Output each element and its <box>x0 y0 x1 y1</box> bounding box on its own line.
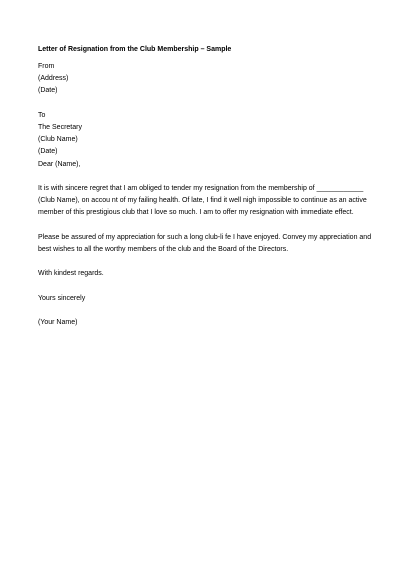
salutation: Dear (Name), <box>38 160 81 168</box>
letter-body <box>38 44 372 329</box>
sender-line-address: (Address) <box>38 75 69 83</box>
paragraph-appreciation <box>38 232 372 256</box>
recipient-line-club: (Club Name) <box>38 136 78 144</box>
sender-block <box>38 61 368 98</box>
sender-line-date: (Date) <box>38 87 58 95</box>
recipient-block <box>38 110 368 171</box>
recipient-line-title: The Secretary <box>38 124 82 131</box>
recipient-line-date: (Date) <box>38 148 58 156</box>
letter-title: Letter of Resignation from the Club Membership – Sample <box>38 46 232 53</box>
paragraph-resignation <box>38 183 368 220</box>
closing-regards: With kindest regards. <box>38 270 104 278</box>
recipient-line-to: To <box>38 111 46 119</box>
closing-block <box>38 268 368 329</box>
paragraph-line: best wishes to all the worthy members of the club and the Board of the Directors. <box>38 246 289 253</box>
paragraph-line: (Club Name), on accou nt of my failing health. Of late, I find it well nigh impossible to continue as an active <box>38 197 367 205</box>
signature-name: (Your Name) <box>38 319 78 327</box>
paragraph-line: member of this prestigious club that I love so much. I am to offer my resignation with immediate effect. <box>38 209 354 217</box>
paragraph-line: Please be assured of my appreciation for such a long club-li fe I have enjoyed. Convey my appreciation and <box>38 233 372 241</box>
sender-line-from: From <box>38 63 55 70</box>
paragraph-line: It is with sincere regret that I am obliged to tender my resignation from the membership of ____________ <box>38 185 364 192</box>
closing-sincerely: Yours sincerely <box>38 294 86 302</box>
